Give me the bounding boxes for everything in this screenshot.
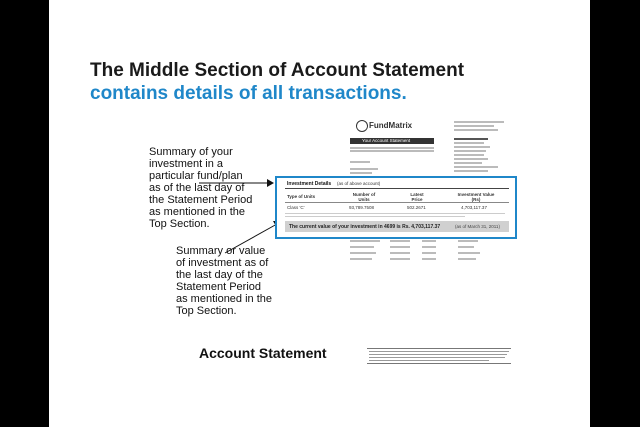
slide-title-line-1: The Middle Section of Account Statement — [90, 60, 465, 81]
statement-footer-strip — [367, 348, 511, 364]
slide — [49, 0, 590, 427]
statement-logo: FundMatrix — [369, 121, 413, 130]
logo-icon — [356, 120, 368, 132]
investment-details-title: Investment Details — [287, 181, 332, 187]
investment-details-subtitle: (as of above account) — [337, 181, 381, 186]
investment-details-highlight — [275, 176, 517, 239]
arrow-to-investment-details — [199, 176, 274, 190]
arrow-to-current-value — [221, 219, 283, 255]
current-value-text: The current value of your investment in 4699 is Rs. 4,703,117.37 — [289, 224, 441, 230]
col-type: Type of Units — [287, 194, 316, 199]
col-units: Number of Units — [352, 192, 376, 202]
col-nav: Latest Price — [410, 192, 424, 202]
col-value: Investment Value (Rs) — [457, 192, 495, 202]
annotation-investment-value: Summary or value of investment as of the last day of the Statement Period as mentioned in the Top Section. — [176, 245, 273, 317]
row-type: Class 'C' — [287, 205, 305, 210]
slide-title-line-2: contains details of all transactions. — [90, 83, 407, 104]
row-nav: 502.2671 — [407, 205, 426, 210]
footer-label: Account Statement — [199, 345, 327, 361]
row-units: 93,789.7508 — [349, 205, 375, 210]
annotation-fund-summary: Summary of your investment in a particular fund/plan as of the last day of the Statement Period as mentioned in the Top Section. — [149, 146, 253, 230]
row-value: 4,703,117.37 — [461, 205, 487, 210]
current-value-date: (as of March 31, 2011) — [455, 224, 500, 229]
statement-header-text: Your Account Statement — [362, 138, 411, 143]
